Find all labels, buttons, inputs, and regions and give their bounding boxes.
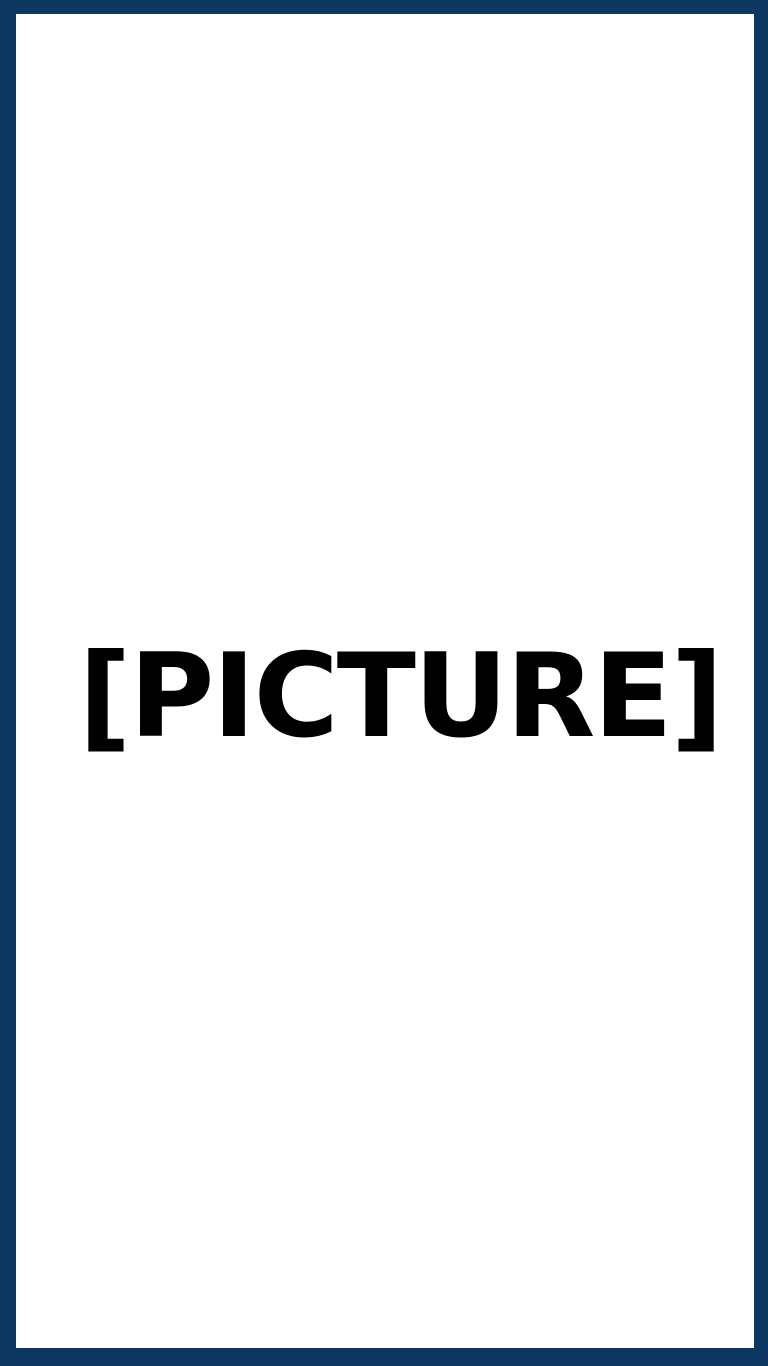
picture-placeholder-label: [PICTURE]: [78, 629, 722, 764]
